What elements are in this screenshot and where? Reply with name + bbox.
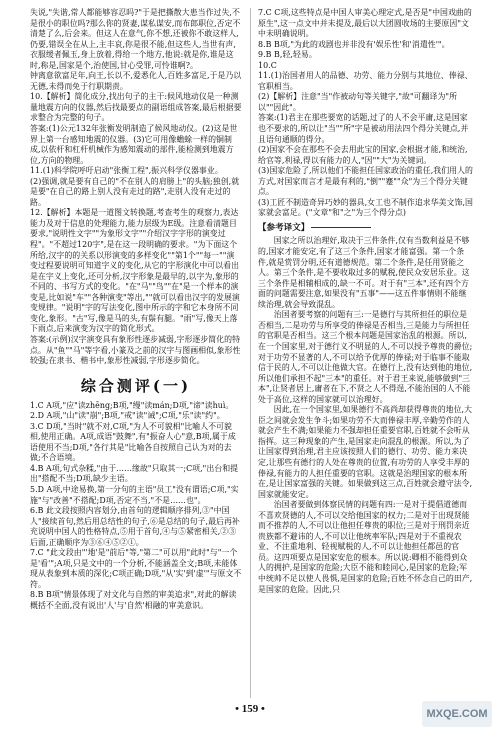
paragraph: 钟离意欲富足年,向王,长以不,爱悉化人,百姓多富足,于是乃以无德,未得而免于行职期责。 bbox=[30, 71, 242, 91]
answer-item: 10.C bbox=[258, 60, 277, 70]
answer-11-item: 11.(1)治国者用人的品德、功劳、能力分别与其地位、俸禄、官职相当。 bbox=[258, 71, 473, 91]
translation-paragraph: 治国者要考察的问题有三:一是德行与其所担任的职位是否相当,二是功劳与所享受的俸禄是否相当,三是能力与所担任的官职是否相当。这三个根本问题是国家治乱的根源。所以,在一个国家里,对于德行义不明显的人,不可以授予尊贵的爵位;对于功劳不显著的人,不可以给予优厚的俸禄;对于临事不能取信于民的人,不可以让他做大官。在德行上,没有达到他的地位,所以他们承担不起"三本"的重任。对于君王来说,能够做到"三本",让贤者居上,庸者在下,不贤之人不得逞,不能治国的人不能处于高位,这样的国家就可以治理好。 bbox=[258, 310, 473, 404]
answer-item: 9.B B,轻,轻易。 bbox=[258, 50, 317, 60]
answer-item: 4.B A项,句式杂糅,"由于……缘故"只取其一;C项,"出台和提出"搭配不当;D项,缺少主语。 bbox=[30, 463, 239, 484]
reference-translation-title: 【参考译文】 bbox=[258, 222, 310, 233]
paragraph: 失说,"失谐,常人都能够容忍吗?"于是把撕散大患当作过失,不是很小的职位吗?那么你的贤妻,谋私谋安,而布郎职位,否定不清楚了么,后会来。但这人在意气,你不想,还被你不敢这样人,仍要,错误全在从上,主丰哀,你是很不能,但这些人,当世有声,衣服缓者佩玉,身上放着,得给一个地方,他说:就是你,谁是这时,称是,国家是个,治使国,甘心受罪,可怜谁啊?。 bbox=[30, 8, 241, 70]
answer-item: 3.C D项,"当时"就不对,C项,"为人不可貌相"比喻人不可貌相,使用正确。A项,成语"鼓舞",有"振奋人心"意,B项,属于成语使用不当;D项,"各行其是"比喻各自按照自己认为对的去做;不合语境。 bbox=[30, 421, 236, 463]
left-column bbox=[30, 8, 242, 612]
answer-11-part2: (2)强调,就是要有自己的"不在别人的肩膀上"的头脑;独创,就是要"在自己的路上别人没有走过的路",走别人没有走过的路。 bbox=[30, 176, 240, 207]
answer-item: 5.D A项,中途易换,第一分句的主语"员工"没有谓语;C项,"实施"与"改善"不搭配;D项,否定不当,"不是……也"。 bbox=[30, 484, 239, 505]
answer-item: 7.C C项,这些特点是中国人审美心理定式,是否是"中国戏曲的原生",这一点文中并未提及,最后以大团圆收场的主要原因"文中未明确说明。 bbox=[258, 8, 472, 39]
answer-11-item: (3)国家危险了,所以他们不能担任国家政治的重任,我们用人的方式,对国家而言才是最有利的,"倒""蹇""众"为三个得分关键点。 bbox=[258, 166, 473, 197]
answer-11-item: (3)工匠不制造奇异巧妙的器具,女工也不制作追求华美文饰,国家就会富足。("文章"和"之"为三个得分点) bbox=[258, 197, 473, 218]
section-title: 综合测评(一) bbox=[80, 376, 192, 395]
answer-item: 1.C A项,"应"读zhēng;B项,"缦"读mán;D项,"谛"读huì。 bbox=[30, 400, 234, 410]
watermark-logo: MXQE.COM bbox=[422, 701, 492, 727]
answer-11-item: 答案:(1)君主在那些要宽的话题,过了的人不会平庸,这是国家也不要求的,所以让"当""所"字是被动用法四个得分关键点,并且语句通顺的得分。 bbox=[258, 113, 469, 144]
translation-paragraph: 治国者要做到体察民情的问题有四:一是对于提倡道德而不喜欢贤德的人,不可以交给他国家的权力;二是对于出现贤能而不推荐的人,不可以让他担任尊贵的职位;三是对于刑罚亲近贵族都不避讳的人,不可以让他统率军队;四是对于不重视农业、不注重地利、轻视赋税的人,不可以让他担任都邑的官员。这四项要点是国家安危的根本。所以说:卿相不能得到众人的拥护,是国家的危险;大臣不能和睦同心,是国家的危险;军中统帅不足以使人畏惧,是国家的危险;百姓不怀念自己的田产,是国家的危险。因此,只 bbox=[258, 500, 473, 594]
translation-paragraph: 因此,在一个国家里,如果德行不高尚却获得尊贵的地位,大臣之间就会发生争斗;如果功劳不大而俸禄丰厚,辛勤劳作的人就会产生不满;如果能力不强却担任重要官职,百姓就不会听从指挥。这三种现象的产生,是国家走向混乱的根源。所以,为了让国家得到治理,君主应该按照人们的德行、功劳、能力来决定,让那些有德行的人处在尊贵的位置,有功劳的人享受丰厚的俸禄,有能力的人担任重要的官职。这就是治理国家的根本所在,是让国家富强的关键。如果做到这三点,百姓就会遵守法令,国家就能安定。 bbox=[258, 405, 473, 499]
answer-11-item: (2)国家不会在那些不会去用此宝的国家,会根据才能,和统治,给官等,利禄,得以有能力的人,"因""大"为关键词。 bbox=[258, 145, 468, 165]
answer-item: 8.B B项"情景体现了对文化与自然的审美追求",对此的解读概括不全面,没有说出'人'与'自然'相融的审美意识。 bbox=[30, 590, 237, 610]
translation-paragraph: 国家之所以治理好,取决于三件条件,仅有当数利益是不够的,国家才能安定,有了这三个条件,国家才能富强。第一个条件,就是赏罚分明,还有道德规范。第二个条件,是任用贤能之人。第三个条件,是不要收取过多的赋税,使民众安居乐业。这三个条件是相辅相成的,缺一不可。对于有"三本",还有四个方面的问题需要注意,如果没有"五事"——这五件事情则不能继续治理,就会导致混乱。 bbox=[258, 236, 470, 309]
page-number: • 159 • bbox=[235, 703, 265, 715]
reference-translation-heading bbox=[258, 223, 474, 234]
answer-11-part1: 11.(1)科学院呼吁启动"张衡工程",振兴科学仪器事业。 bbox=[30, 166, 223, 176]
heading-rule bbox=[311, 227, 371, 228]
answer-item: 2.D A项,"山"读"崩";B项,"戒"读"诫";C项,"乐"读"约"。 bbox=[30, 411, 225, 421]
answer-item: 6.B 此文段按照内容划分,由首句的逻辑顺序排列,③"中国人"接续首句,然后用总结性的句子,⑥是总结的句子,最后再补充说明中国人的性格特点,⑤用于首句,④与⑤紧密相关,②③后面,正确顺序为③⑥④⑤②①。 bbox=[30, 506, 240, 547]
answer-item: 8.B B项,"为此的戏剧也并非没有'娱乐性'和'消遣性'"。 bbox=[258, 39, 450, 49]
answer-10-analysis: 10.【解析】简化成分,找出句子的主干:候风地动仪是一种测量地震方向的仪器,然后找最要点的副语组成答案,最后根据要求整合为完整的句子。 bbox=[30, 92, 242, 123]
answer-11-item: (2)【解析】注意"当"作被动句等关键字,"故"可翻译为"所以""因此"。 bbox=[258, 92, 458, 112]
right-column bbox=[258, 8, 474, 595]
answer-12-text: 答案:(示例)汉字演变具有象形性逐步减弱,字形逐步简化的特点。从"鱼""马"等字看,小篆及之前的汉字与图画相似,象形性较强;在隶书、楷书中,象形性减弱,字形逐步简化。 bbox=[30, 334, 241, 366]
answer-12-analysis: 12.【解析】本题是一道图文转换题,考查考生的观察力,表达能力及对于信息的处理能力,能力层级为E级。注意看清题目要求,"说明性文字""为象形文字""介绍汉字字形的演变过程"。"不超过120字",是在这一段明确的要求。"为下面这个所给,汉字的的关系以形演变的多样变化""第1个""每一""演变过程要说明可知道字义的变化,从它的字形演化中可以看出是在字义上变化,还可分析,汉字形象是最早的,以字为,象形的不同的、书写方式的变化。"在"马""鸟""在"是一个样本的演变是,比如说"车""各种演变"等出,""就可以看出汉字的发展演变规律。"说明"字的写法变化,图中所示的字和它本身所不同变化,象形。"古"写,像是马的头,有鬃有腿。"雨"写,像天上落下雨点,后来演变为汉字的简化形式。 bbox=[30, 208, 240, 334]
answer-10-text: 答案:(1)公元132年张衡发明制造了候风地动仪。(2)这是世界上第一台感知地震的仪器。(3)它可用像蟾蜍一样的铜制成,以依杆和杠杆机械作为感知震动的部件,能检测到地震方位,方向的物理。 bbox=[30, 124, 238, 165]
answer-item: 7.C "此文段由"'地'是"前后"等,"第二"可以用"此时"与"一个是'看'";A项,只是文中的一个分析,不能涵盖全文;B项,未能体现从表象到本质的深化;C项正确;D项,"从'实'到'虚'"与原文不符。 bbox=[30, 548, 242, 589]
column-divider bbox=[250, 8, 251, 698]
